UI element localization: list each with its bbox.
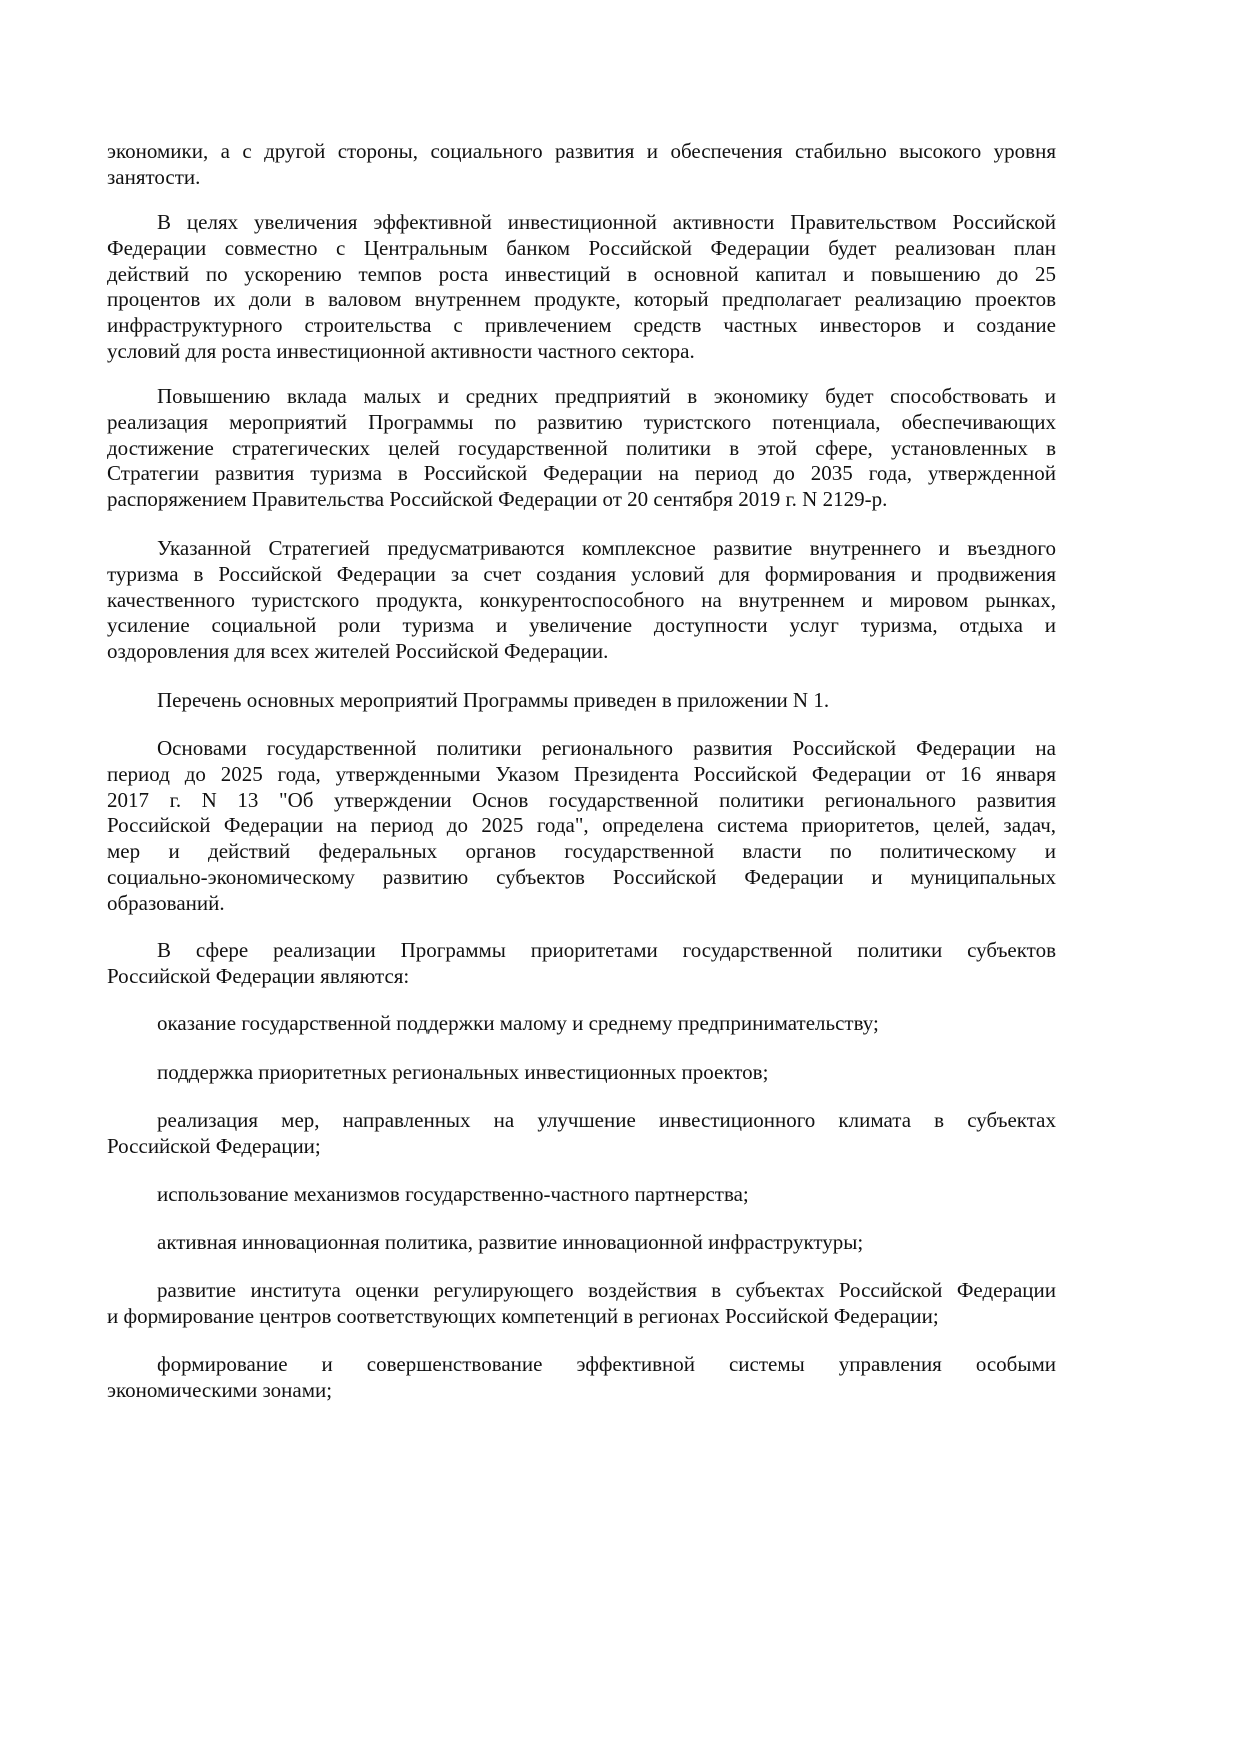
paragraph — [107, 736, 1056, 917]
text-line: распоряжением Правительства Российской Федерации от 20 сентября 2019 г. N 2129-р. — [107, 487, 888, 512]
text-line: Основами государственной политики регионального развития Российской Федерации на — [157, 736, 1056, 760]
text-line: процентов их доли в валовом внутреннем продукте, который предполагает реализацию проектов — [107, 287, 1056, 312]
text-line: поддержка приоритетных региональных инвестиционных проектов; — [157, 1060, 769, 1084]
paragraph — [107, 1182, 1056, 1208]
text-line: занятости. — [107, 164, 201, 189]
text-line: В целях увеличения эффективной инвестиционной активности Правительством Российской — [157, 210, 1056, 234]
text-line: условий для роста инвестиционной активности частного сектора. — [107, 338, 695, 363]
text-line: развитие института оценки регулирующего воздействия в субъектах Российской Федерации — [157, 1278, 1056, 1302]
text-line: активная инновационная политика, развитие инновационной инфраструктуры; — [157, 1230, 864, 1254]
text-line: туризма в Российской Федерации за счет создания условий для формирования и продвижения — [107, 561, 1056, 586]
paragraph — [107, 1060, 1056, 1086]
text-line: усиление социальной роли туризма и увеличение доступности услуг туризма, отдыха и — [107, 613, 1056, 638]
text-line: Повышению вклада малых и средних предприятий в экономику будет способствовать и — [157, 384, 1056, 408]
text-line: реализация мер, направленных на улучшение инвестиционного климата в субъектах — [157, 1108, 1056, 1132]
text-line: оздоровления для всех жителей Российской Федерации. — [107, 639, 609, 664]
text-line: мер и действий федеральных органов государственной власти по политическому и — [107, 839, 1056, 864]
paragraph — [107, 139, 1056, 191]
text-line: действий по ускорению темпов роста инвестиций в основной капитал и повышению до 25 — [107, 261, 1056, 286]
text-line: инфраструктурного строительства с привлечением средств частных инвесторов и создание — [107, 313, 1056, 338]
text-line: экономики, а с другой стороны, социального развития и обеспечения стабильно высокого уровня — [107, 139, 1056, 163]
text-line: Стратегии развития туризма в Российской Федерации на период до 2035 года, утвержденной — [107, 461, 1056, 486]
text-line: реализация мероприятий Программы по развитию туристского потенциала, обеспечивающих — [107, 409, 1056, 434]
paragraph — [107, 210, 1056, 365]
text-line: социально-экономическому развитию субъектов Российской Федерации и муниципальных — [107, 864, 1056, 889]
text-line: Российской Федерации; — [107, 1133, 321, 1158]
text-line: формирование и совершенствование эффективной системы управления особыми — [157, 1352, 1056, 1376]
text-line: В сфере реализации Программы приоритетами государственной политики субъектов — [157, 938, 1056, 962]
text-line: Федерации совместно с Центральным банком Российской Федерации будет реализован план — [107, 235, 1056, 260]
text-line: Указанной Стратегией предусматриваются комплексное развитие внутреннего и въездного — [157, 536, 1056, 560]
text-line: Российской Федерации являются: — [107, 963, 410, 988]
text-line: использование механизмов государственно-частного партнерства; — [157, 1182, 749, 1206]
paragraph — [107, 536, 1056, 665]
text-line: экономическими зонами; — [107, 1377, 333, 1402]
text-line: Российской Федерации на период до 2025 года", определена система приоритетов, целей, задач, — [107, 813, 1056, 838]
text-line: оказание государственной поддержки малому и среднему предпринимательству; — [157, 1011, 879, 1035]
paragraph — [107, 1352, 1056, 1404]
paragraph — [107, 1108, 1056, 1160]
paragraph — [107, 688, 1056, 714]
text-line: и формирование центров соответствующих компетенций в регионах Российской Федерации; — [107, 1303, 939, 1328]
paragraph — [107, 1278, 1056, 1330]
text-line: достижение стратегических целей государственной политики в этой сфере, установленных в — [107, 435, 1056, 460]
paragraph — [107, 1230, 1056, 1256]
text-line: Перечень основных мероприятий Программы приведен в приложении N 1. — [157, 688, 830, 712]
text-line: образований. — [107, 890, 225, 915]
paragraph — [107, 384, 1056, 513]
paragraph — [107, 1011, 1056, 1037]
paragraph — [107, 938, 1056, 990]
text-line: качественного туристского продукта, конкурентоспособного на внутреннем и мировом рынках, — [107, 587, 1056, 612]
text-line: период до 2025 года, утвержденными Указом Президента Российской Федерации от 16 января — [107, 761, 1056, 786]
text-line: 2017 г. N 13 "Об утверждении Основ государственной политики регионального развития — [107, 787, 1056, 812]
